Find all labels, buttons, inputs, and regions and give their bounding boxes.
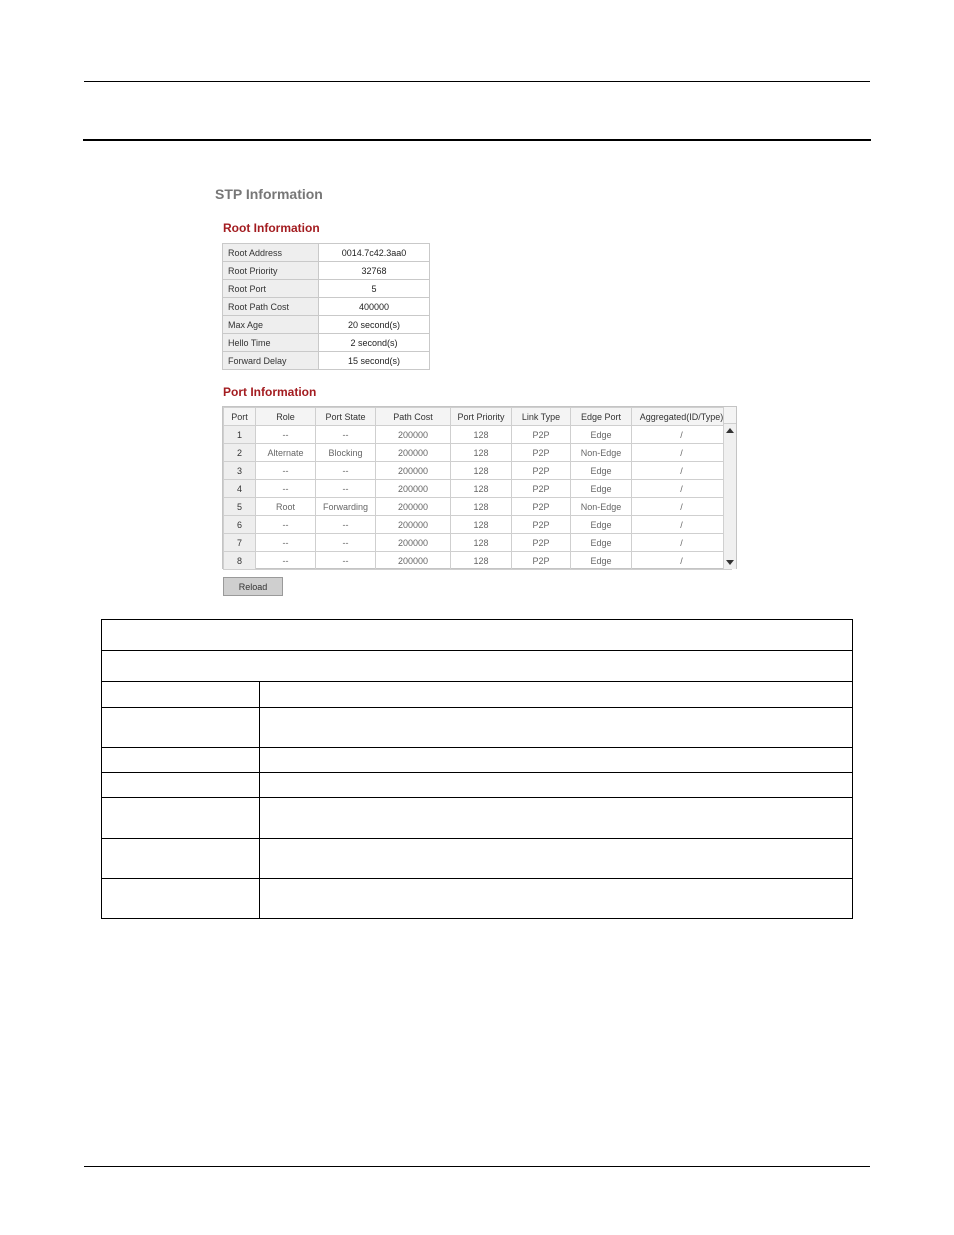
table-cell: 200000: [376, 552, 451, 570]
reload-button[interactable]: Reload: [223, 577, 283, 596]
description-table: [101, 619, 853, 919]
port-table-scrollbar[interactable]: [723, 424, 736, 569]
table-row[interactable]: [224, 516, 732, 534]
page-title: STP Information: [215, 186, 323, 202]
table-row[interactable]: [224, 426, 732, 444]
table-cell: Edge: [571, 534, 632, 552]
description-table-row: [102, 797, 852, 838]
column-header[interactable]: Aggregated(ID/Type): [632, 408, 732, 426]
root-info-value: 2 second(s): [319, 334, 430, 352]
root-info-value: 20 second(s): [319, 316, 430, 334]
table-cell: 4: [224, 480, 256, 498]
description-table-row: [102, 838, 852, 878]
column-header[interactable]: Port Priority: [451, 408, 512, 426]
table-cell: --: [316, 426, 376, 444]
root-info-label: Root Port: [223, 280, 319, 298]
table-cell: 1: [224, 426, 256, 444]
table-cell: P2P: [512, 516, 571, 534]
table-cell: 200000: [376, 498, 451, 516]
table-cell: P2P: [512, 480, 571, 498]
description-table-row: [102, 650, 852, 681]
table-cell: Blocking: [316, 444, 376, 462]
port-info-panel: [222, 406, 737, 569]
table-cell: Edge: [571, 480, 632, 498]
table-row[interactable]: [224, 480, 732, 498]
table-cell: 200000: [376, 462, 451, 480]
table-cell: 128: [451, 552, 512, 570]
table-cell: P2P: [512, 444, 571, 462]
column-header[interactable]: Edge Port: [571, 408, 632, 426]
section-rule: [83, 139, 871, 141]
root-info-row: [223, 316, 430, 334]
root-info-value: 15 second(s): [319, 352, 430, 370]
root-info-table: [222, 243, 430, 370]
table-cell: Edge: [571, 462, 632, 480]
table-cell: 128: [451, 480, 512, 498]
table-cell: 6: [224, 516, 256, 534]
column-header[interactable]: Role: [256, 408, 316, 426]
root-info-row: [223, 280, 430, 298]
table-cell: Alternate: [256, 444, 316, 462]
root-info-row: [223, 352, 430, 370]
root-info-label: Forward Delay: [223, 352, 319, 370]
table-cell: Root: [256, 498, 316, 516]
table-cell: --: [256, 426, 316, 444]
description-table-row: [102, 878, 852, 918]
table-cell: Non-Edge: [571, 444, 632, 462]
table-cell: /: [632, 426, 732, 444]
root-info-label: Hello Time: [223, 334, 319, 352]
table-cell: 128: [451, 462, 512, 480]
table-cell: 128: [451, 516, 512, 534]
table-cell: 200000: [376, 444, 451, 462]
root-info-label: Root Path Cost: [223, 298, 319, 316]
table-cell: --: [316, 462, 376, 480]
scroll-down-arrow-icon[interactable]: [726, 560, 734, 565]
description-table-row: [102, 772, 852, 797]
table-cell: /: [632, 462, 732, 480]
column-header[interactable]: Port State: [316, 408, 376, 426]
table-cell: P2P: [512, 552, 571, 570]
table-cell: --: [256, 480, 316, 498]
table-cell: Non-Edge: [571, 498, 632, 516]
root-info-label: Max Age: [223, 316, 319, 334]
table-cell: --: [316, 552, 376, 570]
table-cell: 200000: [376, 480, 451, 498]
table-cell: --: [256, 552, 316, 570]
root-info-value: 400000: [319, 298, 430, 316]
scroll-up-arrow-icon[interactable]: [726, 428, 734, 433]
table-cell: --: [256, 534, 316, 552]
root-info-row: [223, 262, 430, 280]
column-header[interactable]: Port: [224, 408, 256, 426]
table-cell: 5: [224, 498, 256, 516]
root-info-value: 32768: [319, 262, 430, 280]
table-cell: P2P: [512, 498, 571, 516]
table-cell: --: [316, 480, 376, 498]
root-info-value: 5: [319, 280, 430, 298]
table-row[interactable]: [224, 552, 732, 570]
port-info-table: [223, 407, 732, 570]
table-cell: 128: [451, 534, 512, 552]
column-header[interactable]: Path Cost: [376, 408, 451, 426]
root-info-row: [223, 244, 430, 262]
table-cell: P2P: [512, 426, 571, 444]
table-cell: P2P: [512, 534, 571, 552]
root-info-row: [223, 334, 430, 352]
table-cell: 128: [451, 426, 512, 444]
root-info-title: Root Information: [223, 221, 320, 235]
table-cell: Edge: [571, 426, 632, 444]
table-row[interactable]: [224, 462, 732, 480]
footer-rule: [84, 1166, 870, 1167]
root-info-label: Root Priority: [223, 262, 319, 280]
port-info-title: Port Information: [223, 385, 317, 399]
description-table-row: [102, 681, 852, 707]
table-cell: 7: [224, 534, 256, 552]
table-cell: /: [632, 498, 732, 516]
table-cell: /: [632, 552, 732, 570]
root-info-label: Root Address: [223, 244, 319, 262]
table-cell: --: [256, 462, 316, 480]
table-cell: 128: [451, 498, 512, 516]
table-cell: --: [256, 516, 316, 534]
table-cell: Forwarding: [316, 498, 376, 516]
column-header[interactable]: Link Type: [512, 408, 571, 426]
description-table-row: [102, 707, 852, 747]
root-info-row: [223, 298, 430, 316]
table-cell: /: [632, 444, 732, 462]
table-row[interactable]: [224, 534, 732, 552]
description-table-row: [102, 747, 852, 772]
table-cell: 3: [224, 462, 256, 480]
table-cell: Edge: [571, 516, 632, 534]
table-cell: 200000: [376, 426, 451, 444]
table-cell: 8: [224, 552, 256, 570]
root-info-value: 0014.7c42.3aa0: [319, 244, 430, 262]
table-cell: 200000: [376, 534, 451, 552]
scrollbar-corner: [723, 407, 736, 424]
table-cell: 128: [451, 444, 512, 462]
table-cell: P2P: [512, 462, 571, 480]
table-cell: 200000: [376, 516, 451, 534]
table-row[interactable]: [224, 498, 732, 516]
table-cell: --: [316, 516, 376, 534]
table-cell: 2: [224, 444, 256, 462]
table-cell: /: [632, 534, 732, 552]
table-row[interactable]: [224, 444, 732, 462]
table-cell: /: [632, 516, 732, 534]
header-rule: [84, 81, 870, 82]
table-cell: --: [316, 534, 376, 552]
table-cell: /: [632, 480, 732, 498]
table-cell: Edge: [571, 552, 632, 570]
